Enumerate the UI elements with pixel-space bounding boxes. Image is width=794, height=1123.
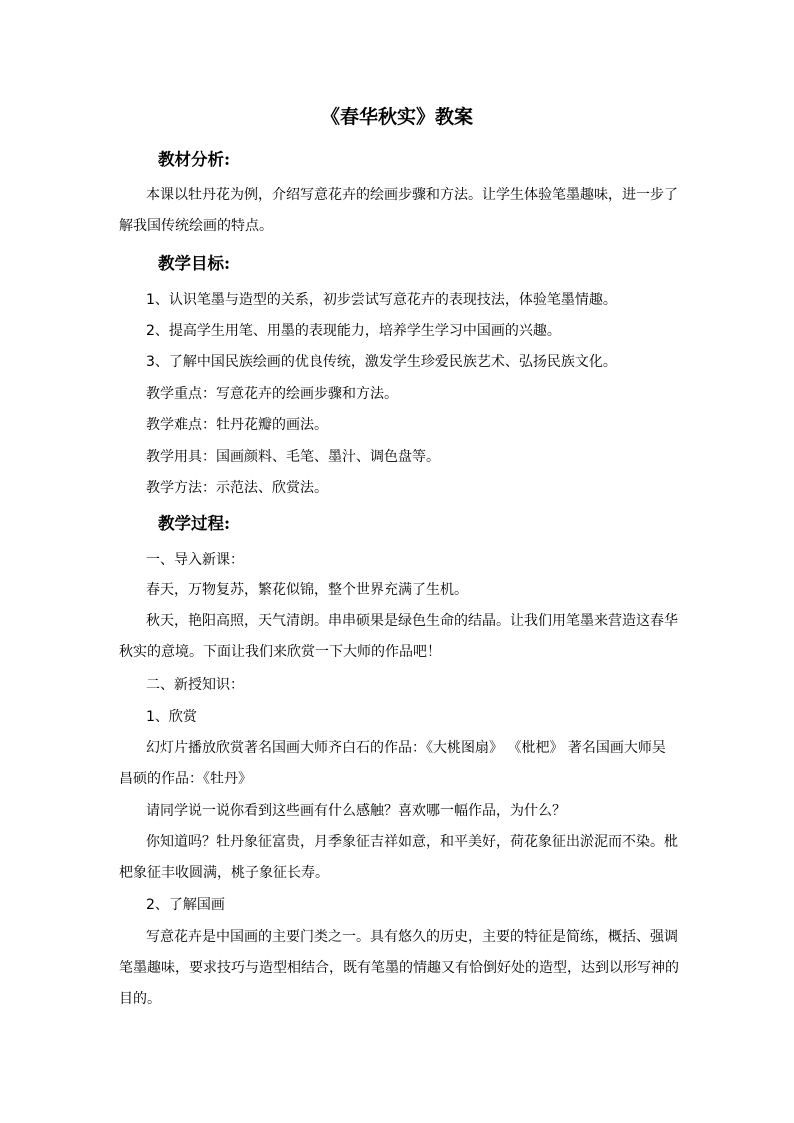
document-title: 《春华秋实》教案 [320,106,473,128]
goal-item: 3、了解中国民族绘画的优良传统，激发学生珍爱民族艺术、弘扬民族文化。 [146,354,617,370]
subsection-chinese-painting-title: 2、了解国画 [146,897,225,913]
question-paragraph: 请同学说一说你看到这些画有什么感触？喜欢哪一幅作品，为什么？ [146,803,566,819]
chinese-painting-intro-paragraph: 写意花卉是中国画的主要门类之一。具有悠久的历史，主要的特征是简练，概括、强调笔墨趣味，要求技巧与造型相结合，既有笔墨的情趣又有恰倒好处的造型，达到以形写神的目的。 [119,929,679,1007]
material-analysis-paragraph: 本课以牡丹花为例，介绍写意花卉的绘画步骤和方法。让学生体验笔墨趣味，进一步了解我国传统绘画的特点。 [119,187,678,234]
subsection-appreciation-title: 1、欣赏 [146,709,197,725]
goal-item: 1、认识笔墨与造型的关系，初步尝试写意花卉的表现技法，体验笔墨情趣。 [146,292,617,308]
spring-paragraph: 春天，万物复苏，繁花似锦，整个世界充满了生机。 [146,582,468,598]
teaching-difficulty: 教学难点：牡丹花瓣的画法。 [146,417,328,433]
section-heading-teaching-goals: 教学目标: [158,254,231,273]
slides-paragraph: 幻灯片播放欣赏著名国画大师齐白石的作品：《大桃图扇》 《枇杷》 著名国画大师吴昌硕的作品：《牡丹》 [119,740,666,787]
goal-item: 2、提高学生用笔、用墨的表现能力，培养学生学习中国画的兴趣。 [146,323,561,339]
teaching-tools: 教学用具：国画颜料、毛笔、墨汁、调色盘等。 [146,449,440,465]
symbolism-paragraph: 你知道吗？牡丹象征富贵，月季象征吉祥如意，和平美好，荷花象征出淤泥而不染。枇杷象征丰收圆满，桃子象征长寿。 [119,834,678,881]
section-heading-teaching-process: 教学过程: [158,514,231,533]
part1-title: 一、导入新课： [146,552,244,568]
autumn-paragraph: 秋天，艳阳高照，天气清朗。串串硕果是绿色生命的结晶。让我们用笔墨来营造这春华秋实的意境。下面让我们来欣赏一下大师的作品吧！ [119,613,678,660]
section-heading-material-analysis: 教材分析: [158,150,231,169]
teaching-key-point: 教学重点：写意花卉的绘画步骤和方法。 [146,386,398,402]
part2-title: 二、新授知识： [146,677,244,693]
teaching-methods: 教学方法：示范法、欣赏法。 [146,480,328,496]
